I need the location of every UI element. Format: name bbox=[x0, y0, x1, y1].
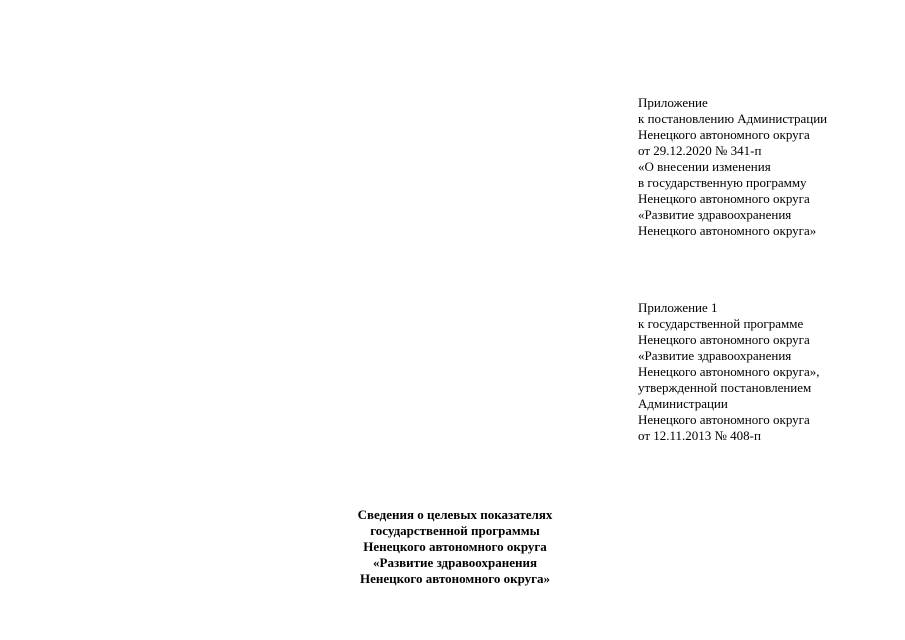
document-title-line: «Развитие здравоохранения bbox=[373, 555, 537, 570]
appendix-one-line: утвержденной постановлением bbox=[638, 380, 812, 395]
appendix-header-line: «О внесении изменения bbox=[638, 159, 771, 174]
appendix-header-block bbox=[638, 95, 827, 239]
document-title-line: государственной программы bbox=[370, 523, 540, 538]
appendix-one-line: к государственной программе bbox=[638, 316, 804, 331]
appendix-header-line: в государственную программу bbox=[638, 175, 807, 190]
appendix-one-block bbox=[638, 300, 820, 444]
appendix-header-line: Ненецкого автономного округа bbox=[638, 191, 810, 206]
appendix-header-line: от 29.12.2020 № 341-п bbox=[638, 143, 762, 158]
document-title bbox=[300, 507, 610, 587]
document-title-line: Ненецкого автономного округа» bbox=[359, 571, 551, 586]
appendix-one-line: Ненецкого автономного округа bbox=[638, 332, 810, 347]
appendix-header-line: Приложение bbox=[638, 95, 708, 110]
appendix-one-line: Администрации bbox=[638, 396, 728, 411]
appendix-one-line: Ненецкого автономного округа», bbox=[638, 364, 820, 379]
appendix-header-line: к постановлению Администрации bbox=[638, 111, 828, 126]
appendix-one-line: «Развитие здравоохранения bbox=[638, 348, 792, 363]
appendix-one-line: Приложение 1 bbox=[638, 300, 718, 315]
appendix-header-line: Ненецкого автономного округа» bbox=[638, 223, 817, 238]
document-title-line: Сведения о целевых показателях bbox=[357, 507, 553, 522]
appendix-header-line: «Развитие здравоохранения bbox=[638, 207, 792, 222]
appendix-header-line: Ненецкого автономного округа bbox=[638, 127, 810, 142]
document-title-line: Ненецкого автономного округа bbox=[363, 539, 547, 554]
appendix-one-line: Ненецкого автономного округа bbox=[638, 412, 810, 427]
appendix-one-line: от 12.11.2013 № 408-п bbox=[638, 428, 761, 443]
